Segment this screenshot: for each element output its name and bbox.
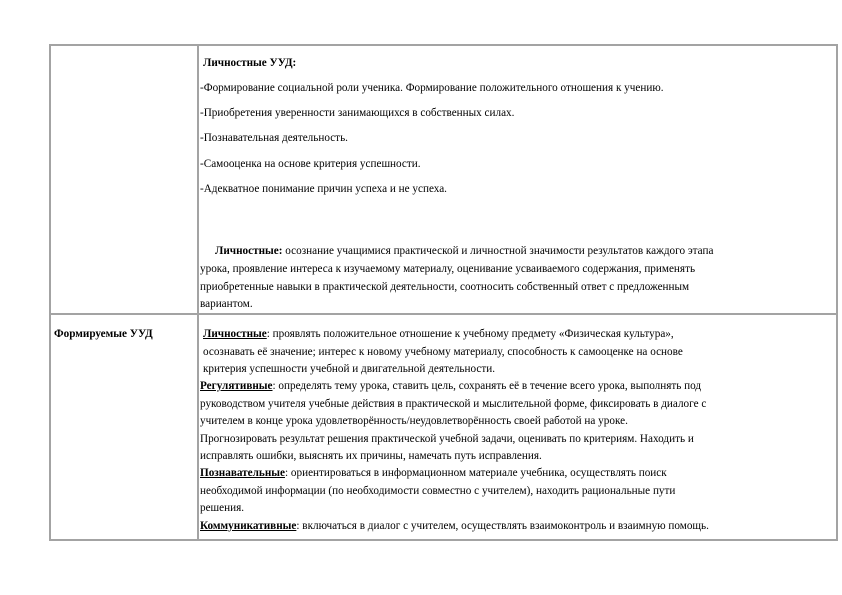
row1-para-line-4: вариантом. xyxy=(200,298,253,310)
row1-item-5: -Адекватное понимание причин успеха и не успеха. xyxy=(200,183,447,195)
regul-text-1: : определять тему урока, ставить цель, сохранять её в течение всего урока, выполнять под xyxy=(272,380,702,392)
poznav-label: Познавательные xyxy=(200,467,285,479)
lichnostnye-line-2: осознавать её значение; интерес к новому учебному материалу, способность к самооценке на основе xyxy=(203,346,683,358)
regul-line-5: исправлять ошибки, выяснять их причины, намечать путь исправления. xyxy=(200,450,542,462)
row1-para-label: Личностные: xyxy=(215,245,283,257)
komm-label: Коммуникативные xyxy=(200,520,297,532)
row1-para-line-1 xyxy=(215,244,713,258)
row1-para-line-3: приобретенные навыки в практической деятельности, соотносить собственный ответ с предложенным xyxy=(200,281,690,293)
lichnostnye-label: Личностные xyxy=(203,328,267,340)
regul-label: Регулятивные xyxy=(200,380,273,392)
regul-line-1 xyxy=(200,379,701,393)
row1-item-3: -Познавательная деятельность. xyxy=(200,132,348,144)
row1-para-text-1: осознание учащимися практической и личностной значимости результатов каждого этапа xyxy=(282,245,714,257)
row1-item-1: -Формирование социальной роли ученика. Формирование положительного отношения к учению. xyxy=(200,82,664,94)
row1-para-line-2: урока, проявление интереса к изучаемому материалу, оценивание усваиваемого содержания, применять xyxy=(200,263,696,275)
regul-line-2: руководством учителя учебные действия в практической и мыслительной форме, фиксировать в диалоге с xyxy=(200,398,707,410)
poznav-text-1: : ориентироваться в информационном материале учебника, осуществлять поиск xyxy=(284,467,667,479)
row1-heading: Личностные УУД: xyxy=(203,57,297,69)
row1-item-2: -Приобретения уверенности занимающихся в собственных силах. xyxy=(200,107,515,119)
row-divider xyxy=(51,313,836,315)
row1-item-4: -Самооценка на основе критерия успешности. xyxy=(200,158,421,170)
lichnostnye-line-1 xyxy=(203,327,674,341)
komm-text: : включаться в диалог с учителем, осуществлять взаимоконтроль и взаимную помощь. xyxy=(296,520,709,532)
lichnostnye-text-1: : проявлять положительное отношение к учебному предмету «Физическая культура», xyxy=(266,328,674,340)
lichnostnye-line-3: критерия успешности учебной и двигательной деятельности. xyxy=(203,363,496,375)
row2-label: Формируемые УУД xyxy=(54,328,153,340)
poznav-line-1 xyxy=(200,466,667,480)
regul-line-4: Прогнозировать результат решения практической учебной задачи, оценивать по критериям. Находить и xyxy=(200,433,694,445)
poznav-line-2: необходимой информации (по необходимости совместно с учителем), находить рациональные пути xyxy=(200,485,676,497)
column-divider xyxy=(197,46,199,539)
poznav-line-3: решения. xyxy=(200,502,245,514)
regul-line-3: учителем в конце урока удовлетворённость/неудовлетворённость своей работой на уроке. xyxy=(200,415,628,427)
komm-line xyxy=(200,519,709,533)
